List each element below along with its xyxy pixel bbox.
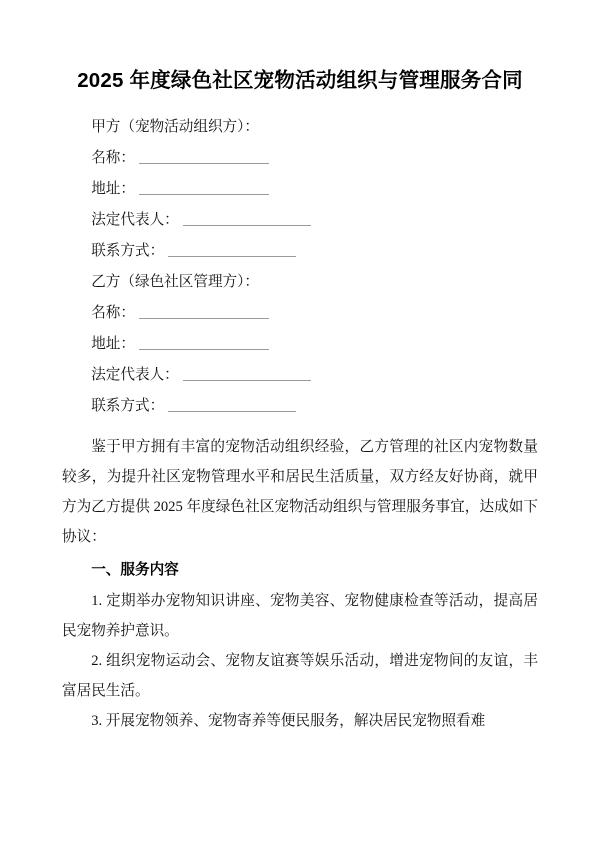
party-a-legal-rep-field <box>62 205 538 236</box>
page-title: 2025 年度绿色社区宠物活动组织与管理服务合同 <box>77 69 523 92</box>
preamble-paragraph: 鉴于甲方拥有丰富的宠物活动组织经验，乙方管理的社区内宠物数量较多，为提升社区宠物管理水平和居民生活质量，双方经友好协商，就甲方为乙方提供 2025 年度绿色社区宠物活动组织与管理服务事宜，达成如下协议： <box>62 439 538 545</box>
party-a-legal-rep-label: 法定代表人： <box>91 212 179 228</box>
party-b-legal-rep-field <box>62 360 538 391</box>
party-b-heading: 乙方（绿色社区管理方）： <box>91 274 260 290</box>
party-a-contact-field <box>62 236 538 267</box>
section-heading-service-content: 一、服务内容 <box>91 562 179 578</box>
list-item: 1. 定期举办宠物知识讲座、宠物美容、宠物健康检查等活动，提高居民宠物养护意识。 <box>62 593 538 639</box>
party-b-legal-rep-label: 法定代表人： <box>91 367 179 383</box>
party-a-contact-label: 联系方式： <box>91 243 165 259</box>
party-a-contact-input[interactable] <box>168 242 296 257</box>
party-a-heading: 甲方（宠物活动组织方）： <box>91 119 260 135</box>
party-b-legal-rep-input[interactable] <box>183 366 311 381</box>
document-body <box>62 432 538 736</box>
party-b-contact-label: 联系方式： <box>91 398 165 414</box>
party-b-address-label: 地址： <box>91 336 135 352</box>
party-b-address-field <box>62 329 538 360</box>
party-b-name-input[interactable] <box>139 304 269 319</box>
party-b-name-field <box>62 298 538 329</box>
party-a-address-label: 地址： <box>91 181 135 197</box>
party-b-name-label: 名称： <box>91 305 135 321</box>
party-a-address-input[interactable] <box>139 180 269 195</box>
list-item: 3. 开展宠物领养、宠物寄养等便民服务，解决居民宠物照看难 <box>91 713 486 729</box>
list-item: 2. 组织宠物运动会、宠物友谊赛等娱乐活动，增进宠物间的友谊，丰富居民生活。 <box>62 653 538 699</box>
party-a-name-field <box>62 143 538 174</box>
party-a-address-field <box>62 174 538 205</box>
party-a-legal-rep-input[interactable] <box>183 211 311 226</box>
party-b-address-input[interactable] <box>139 335 269 350</box>
party-b-contact-field <box>62 391 538 422</box>
party-a-name-label: 名称： <box>91 150 135 166</box>
party-b-contact-input[interactable] <box>168 397 296 412</box>
party-a-name-input[interactable] <box>139 149 269 164</box>
